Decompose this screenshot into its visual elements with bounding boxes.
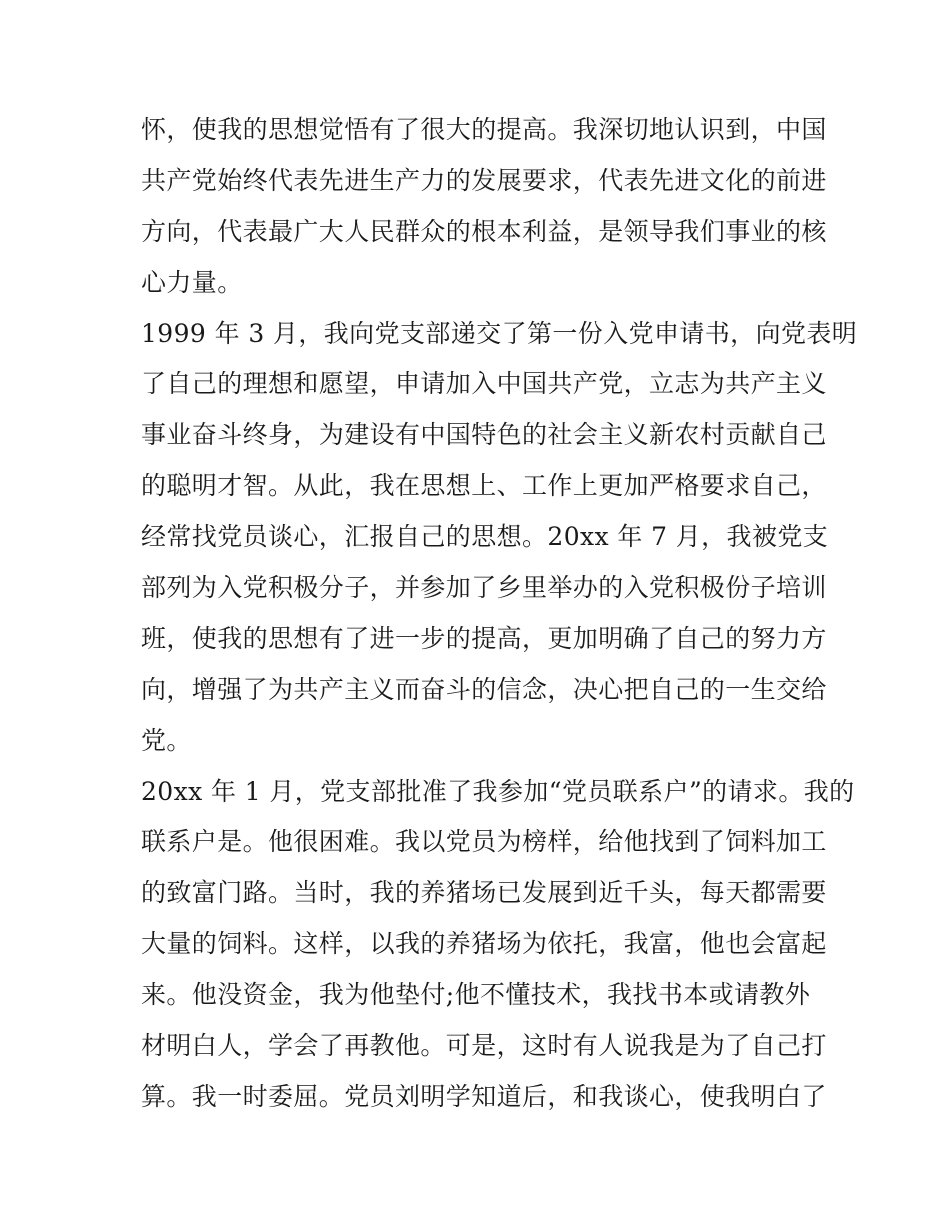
- text-line-5: 1999 年 3 月，我向党支部递交了第一份入党申请书，向党表明: [141, 318, 858, 348]
- text-line-12: 向，增强了为共产主义而奋斗的信念，决心把自己的一生交给: [141, 674, 827, 704]
- text-line-13: 党。: [141, 725, 192, 755]
- text-line-19: 材明白人，学会了再教他。可是，这时有人说我是为了自己打: [141, 1031, 827, 1061]
- text-line-1: 怀，使我的思想觉悟有了很大的提高。我深切地认识到，中国: [141, 115, 827, 144]
- text-line-15: 联系户是。他很困难。我以党员为榜样，给他找到了饲料加工: [141, 827, 827, 857]
- text-line-8: 的聪明才智。从此，我在思想上、工作上更加严格要求自己，: [141, 471, 827, 501]
- text-line-7: 事业奋斗终身，为建设有中国特色的社会主义新农村贡献自己: [141, 420, 827, 450]
- text-line-4: 心力量。: [141, 267, 243, 297]
- text-line-10: 部列为入党积极分子，并参加了乡里举办的入党积极份子培训: [141, 573, 827, 603]
- text-line-14: 20xx 年 1 月，党支部批准了我参加“党员联系户”的请求。我的: [141, 776, 855, 806]
- text-line-2: 共产党始终代表先进生产力的发展要求，代表先进文化的前进: [141, 165, 827, 195]
- text-line-6: 了自己的理想和愿望，申请加入中国共产党，立志为共产主义: [141, 369, 827, 399]
- document-body: [141, 110, 858, 1128]
- text-line-11: 班，使我的思想有了进一步的提高，更加明确了自己的努力方: [141, 623, 827, 653]
- text-line-17: 大量的饲料。这样，以我的养猪场为依托，我富，他也会富起: [141, 929, 827, 959]
- text-line-18: 来。他没资金，我为他垫付;他不懂技术，我找书本或请教外: [141, 980, 811, 1010]
- text-line-9: 经常找党员谈心，汇报自己的思想。20xx 年 7 月，我被党支: [141, 522, 829, 552]
- text-line-20: 算。我一时委屈。党员刘明学知道后，和我谈心，使我明白了: [141, 1081, 827, 1111]
- text-line-16: 的致富门路。当时，我的养猪场已发展到近千头，每天都需要: [141, 878, 827, 908]
- text-line-3: 方向，代表最广大人民群众的根本利益，是领导我们事业的核: [141, 216, 827, 246]
